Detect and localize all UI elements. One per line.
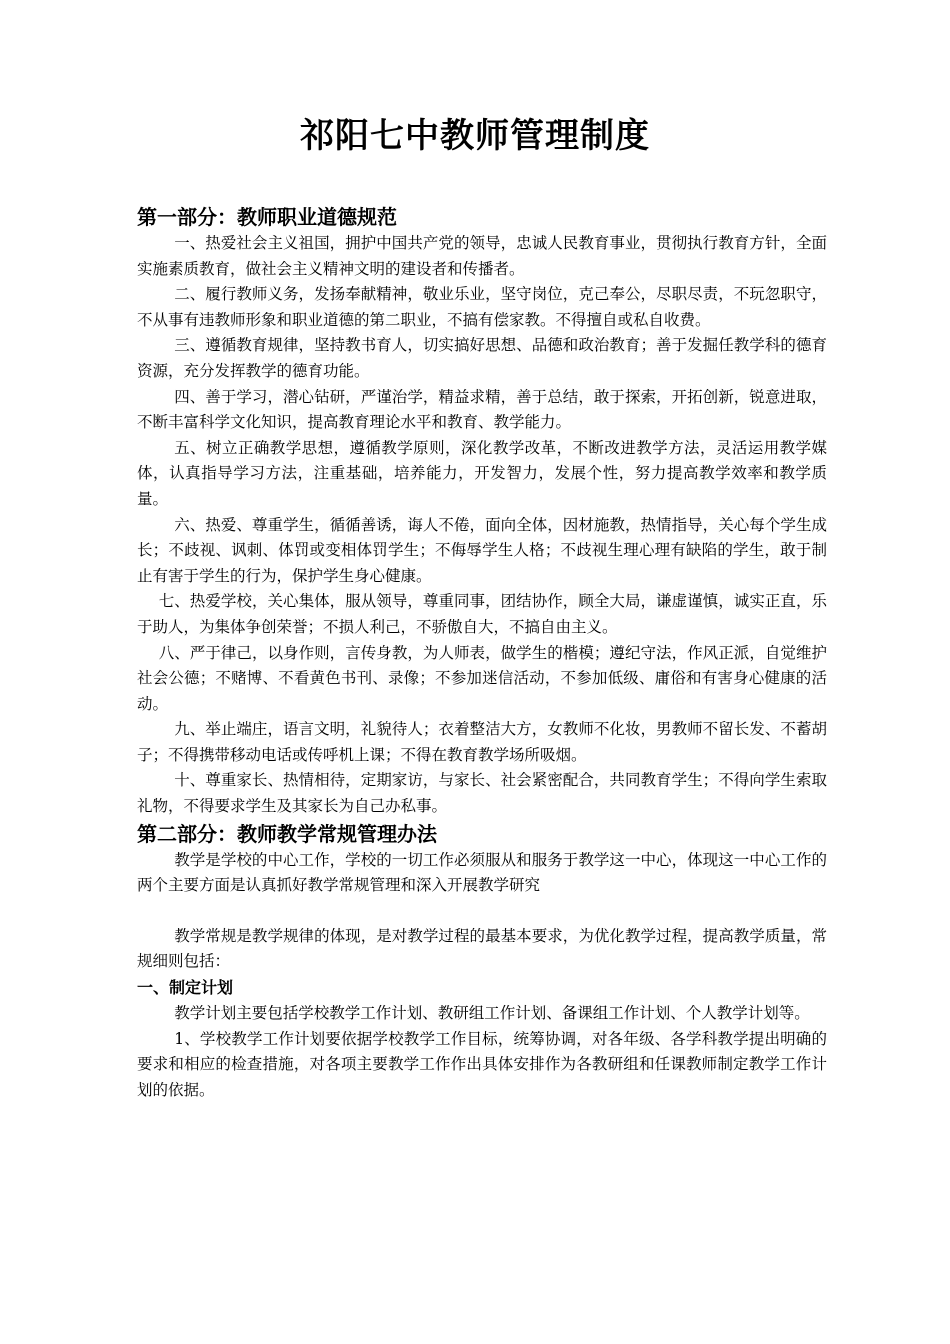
paragraph-item-2: 二、履行教师义务，发扬奉献精神，敬业乐业，坚守岗位，克己奉公，尽职尽责，不玩忽职守，不从事有违教师形象和职业道德的第二职业，不搞有偿家教。不得擅自或私自收费。 bbox=[137, 285, 827, 329]
paragraph-item-1: 一、热爱社会主义祖国，拥护中国共产党的领导，忠诚人民教育事业，贯彻执行教育方针，全面实施素质教育，做社会主义精神文明的建设者和传播者。 bbox=[137, 234, 827, 278]
paragraph-item-3: 三、遵循教育规律，坚持教书育人，切实搞好思想、品德和政治教育；善于发掘任教学科的德育资源，充分发挥教学的德育功能。 bbox=[137, 336, 827, 380]
paragraph-item-4: 四、善于学习，潜心钻研，严谨治学，精益求精，善于总结，敢于探索，开拓创新，锐意进取，不断丰富科学文化知识，提高教育理论水平和教育、教学能力。 bbox=[137, 387, 827, 432]
paragraph-item-9: 九、举止端庄，语言文明，礼貌待人；衣着整洁大方，女教师不化妆，男教师不留长发、不蓄胡子；不得携带移动电话或传呼机上课；不得在教育教学场所吸烟。 bbox=[137, 720, 827, 764]
paragraph-intro-2: 教学常规是教学规律的体现，是对教学过程的最基本要求，为优化教学过程，提高教学质量，常规细则包括： bbox=[137, 926, 827, 971]
paragraph-item-5: 五、树立正确教学思想，遵循教学原则，深化教学改革，不断改进教学方法，灵活运用教学媒体，认真指导学习方法，注重基础，培养能力，开发智力，发展个性，努力提高教学效率和教学质量。 bbox=[137, 438, 827, 508]
paragraph-intro-1: 教学是学校的中心工作，学校的一切工作必须服从和服务于教学这一中心，体现这一中心工作的两个主要方面是认真抓好教学常规管理和深入开展教学研究 bbox=[137, 850, 827, 895]
paragraph-item-7: 七、热爱学校，关心集体，服从领导，尊重同事，团结协作，顾全大局，谦虚谨慎，诚实正直，乐于助人，为集体争创荣誉；不损人利己，不骄傲自大，不搞自由主义。 bbox=[137, 592, 827, 636]
section-heading-part1: 第一部分：教师职业道德规范 bbox=[137, 205, 397, 229]
blank-line bbox=[137, 899, 827, 924]
document-body bbox=[137, 203, 827, 1103]
paragraph-item-8: 八、严于律己，以身作则，言传身教，为人师表，做学生的楷模；遵纪守法，作风正派，自觉维护社会公德；不赌博、不看黄色书刊、录像；不参加迷信活动，不参加低级、庸俗和有害身心健康的活动。 bbox=[137, 643, 827, 713]
section-heading-part2: 第二部分：教师教学常规管理办法 bbox=[137, 821, 437, 846]
paragraph-item-6: 六、热爱、尊重学生，循循善诱，诲人不倦，面向全体，因材施教，热情指导，关心每个学生成长；不歧视、讽刺、体罚或变相体罚学生；不侮辱学生人格；不歧视生理心理有缺陷的学生，敢于制止有害于学生的行为，保护学生身心健康。 bbox=[137, 515, 827, 585]
subsection-heading-plan: 一、制定计划 bbox=[137, 978, 234, 998]
paragraph-plan-1: 教学计划主要包括学校教学工作计划、教研组工作计划、备课组工作计划、个人教学计划等。 bbox=[174, 1004, 810, 1023]
paragraph-plan-2: 1、学校教学工作计划要依据学校教学工作目标，统筹协调，对各年级、各学科教学提出明确的要求和相应的检查措施，对各项主要教学工作作出具体安排作为各教研组和任课教师制定教学工作计划的依据。 bbox=[137, 1029, 827, 1099]
paragraph-item-10: 十、尊重家长、热情相待，定期家访，与家长、社会紧密配合，共同教育学生；不得向学生索取礼物，不得要求学生及其家长为自己办私事。 bbox=[137, 771, 827, 816]
page-title: 祁阳七中教师管理制度 bbox=[300, 116, 650, 156]
